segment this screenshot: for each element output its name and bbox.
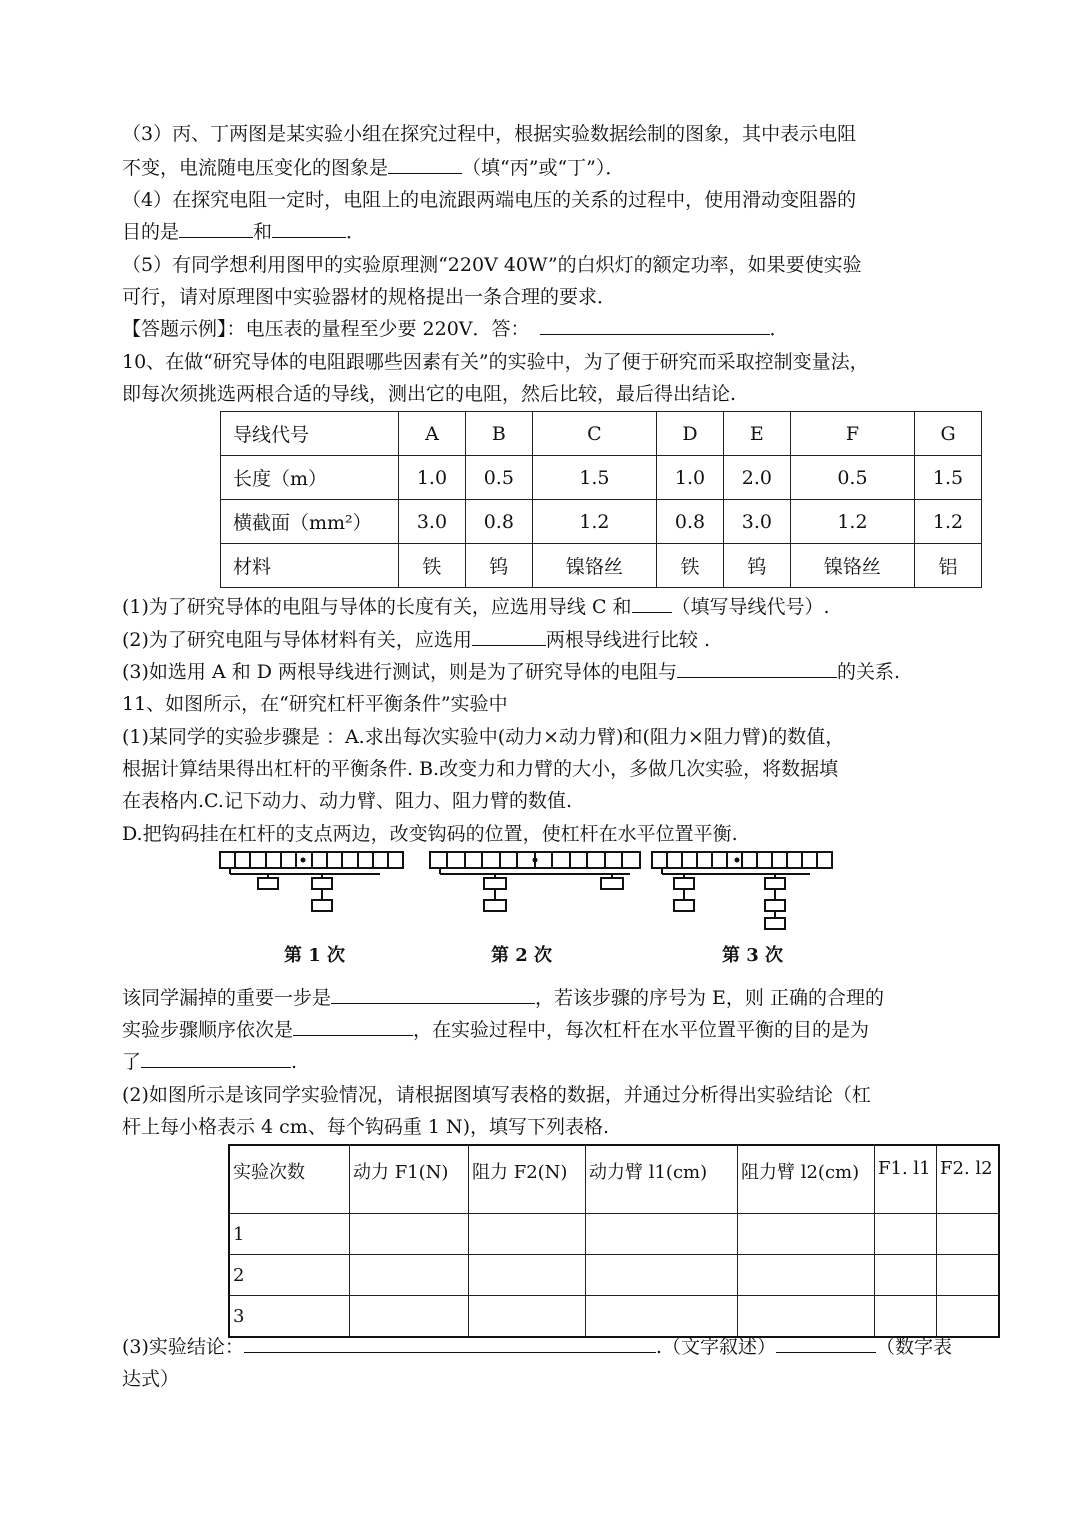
table-cell: 长度（m） [221,456,399,500]
q11-fill-text: 了 [122,1051,142,1073]
q11-step-line4: D.把钩码挂在杠杆的支点两边，改变钩码的位置，使杠杆在水平位置平衡. [122,823,738,845]
q5-example [122,316,789,342]
table-row [229,1214,999,1255]
table-cell: C [532,412,656,456]
table-cell: 3.0 [399,500,466,544]
q11-fill-text: 实验步骤顺序依次是 [122,1019,294,1041]
table-cell: 铁 [399,544,466,588]
table-cell: 铝 [915,544,982,588]
fulcrum-dot [533,858,538,863]
table-cell: 1.2 [790,500,914,544]
table-header-cell: 阻力臂 l2(cm) [738,1145,875,1214]
table-cell: E [723,412,790,456]
table-row [221,456,982,500]
table-cell-input[interactable] [350,1255,469,1296]
caption-trial-1: 第 1 次 [284,945,346,966]
answer-blank[interactable] [677,659,837,678]
table-cell-input[interactable] [469,1214,586,1255]
table-cell: 1.2 [532,500,656,544]
answer-blank[interactable] [540,316,770,335]
table-cell-input[interactable] [350,1214,469,1255]
lever-1 [220,852,403,911]
table-header-cell: F2. l2 [937,1145,1000,1214]
answer-blank[interactable] [141,1049,291,1068]
table-cell: 3.0 [723,500,790,544]
table-cell: 2.0 [723,456,790,500]
table-header-cell: 阻力 F2(N) [469,1145,586,1214]
table-cell: 镍铬丝 [532,544,656,588]
q3-line2-tail: （填“丙”或“丁”）． [462,157,625,179]
q11-fill-tail: ，若该步骤的序号为 E，则 正确的合理的 [535,987,884,1009]
table-cell: 钨 [723,544,790,588]
table-cell: 横截面（mm²） [221,500,399,544]
q11-conclusion-line1 [122,1334,952,1360]
table-cell-input[interactable] [350,1296,469,1338]
answer-blank[interactable] [388,155,462,174]
table-cell-input[interactable] [937,1255,1000,1296]
q11-fill-line3 [122,1049,297,1075]
q4-text: 目的是 [122,221,180,243]
table-row [229,1255,999,1296]
q11-conclusion-line2: 达式） [122,1368,180,1390]
q10-part1 [122,594,830,620]
table-header-cell: 实验次数 [229,1145,350,1214]
q3-line2 [122,155,624,181]
q11-title: 11、如图所示，在“研究杠杆平衡条件”实验中 [122,693,508,715]
q4-end: ． [346,221,366,243]
table-header-cell: F1. l1 [875,1145,937,1214]
answer-blank[interactable] [632,594,672,613]
table-cell-input[interactable] [738,1214,875,1255]
table-cell: 1 [229,1214,350,1255]
q10-part1-text: (1)为了研究导体的电阻与导体的长度有关，应选用导线 C 和 [122,596,632,618]
table-cell: 1.5 [915,456,982,500]
table-cell-input[interactable] [875,1255,937,1296]
q10-part2-text: (2)为了研究电阻与导体材料有关，应选用 [122,629,472,651]
table-row [221,412,982,456]
table-row [229,1296,999,1338]
table-cell-input[interactable] [738,1296,875,1338]
table-cell-input[interactable] [469,1296,586,1338]
table-cell: 0.5 [465,456,532,500]
table-cell-input[interactable] [586,1214,738,1255]
table-cell-input[interactable] [586,1255,738,1296]
q5-example-text: 【答题示例】：电压表的量程至少要 220V．答： [122,318,530,340]
q10-line1: 10、在做“研究导体的电阻跟哪些因素有关”的实验中，为了便于研究而采取控制变量法， [122,351,869,373]
q10-line2: 即每次须挑选两根合适的导线，测出它的电阻，然后比较，最后得出结论. [122,383,737,405]
table-cell: D [657,412,724,456]
q5-end: ． [769,318,789,340]
caption-trial-2: 第 2 次 [491,945,553,966]
table-header-cell: 动力臂 l1(cm) [586,1145,738,1214]
table-cell: 钨 [465,544,532,588]
table-cell: 3 [229,1296,350,1338]
table-cell: 1.2 [915,500,982,544]
answer-blank[interactable] [179,219,253,238]
table-cell-input[interactable] [738,1255,875,1296]
table-cell: 1.0 [657,456,724,500]
wire-table [220,411,982,588]
q10-part1-tail: （填写导线代号）. [671,596,830,618]
table-cell: 2 [229,1255,350,1296]
table-cell: A [399,412,466,456]
table-cell-input[interactable] [469,1255,586,1296]
q11-fill-tail: ，在实验过程中，每次杠杆在水平位置平衡的目的是为 [413,1019,870,1041]
table-cell: 镍铬丝 [790,544,914,588]
q4-line2 [122,219,365,245]
fulcrum-dot [735,858,740,863]
lever-table [228,1144,1000,1338]
lever-3 [652,852,832,929]
answer-blank[interactable] [776,1334,876,1353]
answer-blank[interactable] [244,1334,656,1353]
table-cell: B [465,412,532,456]
q10-part3-tail: 的关系. [837,661,901,683]
answer-blank[interactable] [472,627,546,646]
conclusion-label: (3)实验结论： [122,1336,244,1358]
q11-fill-text: 该同学漏掉的重要一步是 [122,987,332,1009]
q10-part2 [122,627,710,653]
conclusion-tail: （数字表 [875,1336,952,1358]
table-cell: 1.0 [399,456,466,500]
q11-fill-line1 [122,985,884,1011]
fulcrum-dot [301,858,306,863]
q11-part2-line1: (2)如图所示是该同学实验情况，请根据图填写表格的数据，并通过分析得出实验结论（杠 [122,1084,871,1106]
table-cell-input[interactable] [875,1296,937,1338]
table-header-row [229,1145,999,1214]
q5-line2: 可行，请对原理图中实验器材的规格提出一条合理的要求． [122,286,617,308]
q4-and: 和 [253,221,273,243]
q11-fill-tail: . [291,1051,298,1073]
q10-part3-text: (3)如选用 A 和 D 两根导线进行测试，则是为了研究导体的电阻与 [122,661,678,683]
table-cell: 铁 [657,544,724,588]
table-cell: 材料 [221,544,399,588]
q11-fill-line2 [122,1017,869,1043]
table-cell-input[interactable] [586,1296,738,1338]
q11-step-line2: 根据计算结果得出杠杆的平衡条件. B.改变力和力臂的大小，多做几次实验，将数据填 [122,758,839,780]
q3-line1: （3）丙、丁两图是某实验小组在探究过程中，根据实验数据绘制的图象，其中表示电阻 [122,123,857,145]
conclusion-mid: .（文字叙述） [655,1336,776,1358]
q10-part2-tail: 两根导线进行比较 . [545,629,711,651]
table-cell: G [915,412,982,456]
q5-line1: （5）有同学想利用图甲的实验原理测“220V 40W”的白炽灯的额定功率，如果要使实验 [122,254,862,276]
table-cell-input[interactable] [937,1214,1000,1255]
table-cell-input[interactable] [875,1214,937,1255]
q4-line1: （4）在探究电阻一定时，电阻上的电流跟两端电压的关系的过程中，使用滑动变阻器的 [122,189,857,211]
q3-line2-text: 不变，电流随电压变化的图象是 [122,157,389,179]
table-cell: 1.5 [532,456,656,500]
table-row [221,544,982,588]
q10-part3 [122,659,900,685]
caption-trial-3: 第 3 次 [722,945,784,966]
table-cell: 导线代号 [221,412,399,456]
answer-blank[interactable] [293,1017,413,1036]
q11-step-line1: (1)某同学的实验步骤是 ：A.求出每次实验中(动力×动力臂)和(阻力×阻力臂)的数值， [122,726,845,748]
answer-blank[interactable] [331,985,535,1004]
q11-step-line3: 在表格内.C.记下动力、动力臂、阻力、阻力臂的数值. [122,790,572,812]
table-cell: 0.5 [790,456,914,500]
table-header-cell: 动力 F1(N) [350,1145,469,1214]
answer-blank[interactable] [272,219,346,238]
table-cell: 0.8 [657,500,724,544]
table-cell: F [790,412,914,456]
table-cell-input[interactable] [937,1296,1000,1338]
table-row [221,500,982,544]
q11-part2-line2: 杆上每小格表示 4 cm、每个钩码重 1 N)，填写下列表格. [122,1116,610,1138]
table-cell: 0.8 [465,500,532,544]
